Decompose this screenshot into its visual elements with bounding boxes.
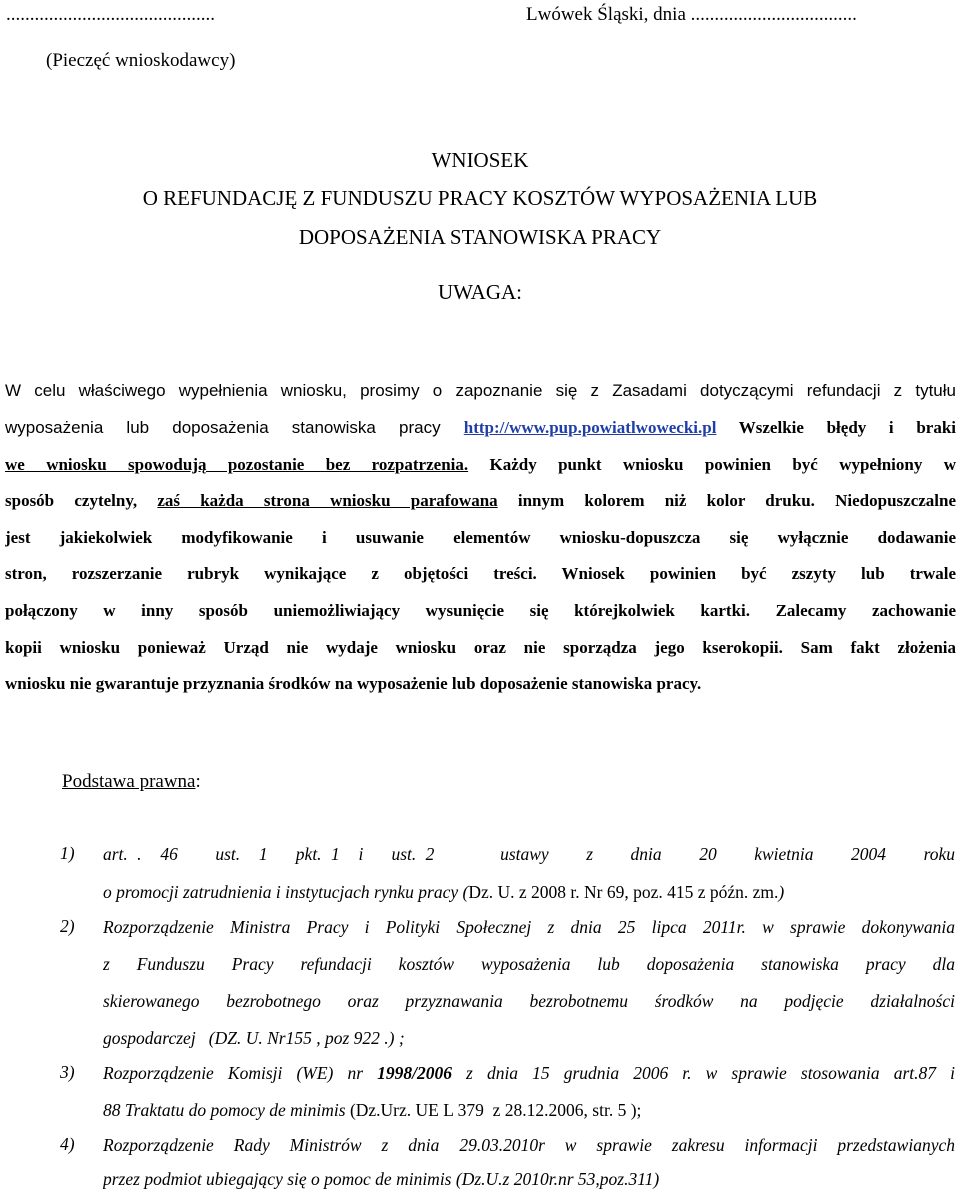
notice-line-3 xyxy=(5,447,956,484)
notice-text-bold: Wszelkie błędy i braki xyxy=(716,418,956,437)
legal-text: 88 Traktatu do pomocy de minimis xyxy=(103,1100,350,1120)
notice-line-2 xyxy=(5,410,956,447)
legal-text: ) xyxy=(778,882,785,902)
document-title: WNIOSEK xyxy=(431,148,529,172)
notice-line-4 xyxy=(5,483,956,520)
legal-text: o promocji zatrudnienia i instytucjach rynku pracy ( xyxy=(103,882,469,902)
legal-item-4-line-2: przez podmiot ubiegający się o pomoc de minimis (Dz.U.z 2010r.nr 53,poz.311) xyxy=(103,1169,660,1189)
notice-line-5: jest jakiekolwiek modyfikowanie i usuwanie elementów wniosku-dopuszcza się wyłącznie dodawanie xyxy=(5,528,956,547)
legal-text: z dnia 15 grudnia 2006 r. w sprawie stosowania art.87 i xyxy=(451,1063,955,1083)
stamp-dots: ............................................ xyxy=(6,4,215,25)
legal-text: Dz. U. z 2008 r. Nr 69, poz. 415 z późn. zm. xyxy=(468,882,779,902)
legal-item-2-line-2: z Funduszu Pracy refundacji kosztów wyposażenia lub doposażenia stanowiska pracy dla xyxy=(103,954,955,974)
notice-text: wyposażenia lub doposażenia stanowiska pracy xyxy=(5,418,464,437)
legal-item-2-line-4: gospodarczej (DZ. U. Nr155 , poz 922 .) ; xyxy=(103,1028,405,1048)
notice-text-underlined: zaś każda strona wniosku parafowana xyxy=(157,491,498,510)
notice-text: sposób czytelny, xyxy=(5,491,158,510)
legal-item-number: 1) xyxy=(60,843,75,863)
legal-text: Rozporządzenie Komisji (WE) nr xyxy=(103,1063,378,1083)
notice-text-underlined: we wniosku spowodują pozostanie bez rozpatrzenia. xyxy=(5,455,469,474)
note-heading: UWAGA: xyxy=(438,280,522,304)
document-title-line3: DOPOSAŻENIA STANOWISKA PRACY xyxy=(298,225,662,249)
document-title-line2: O REFUNDACJĘ Z FUNDUSZU PRACY KOSZTÓW WYPOSAŻENIA LUB xyxy=(142,186,818,210)
legal-item-3-line-2 xyxy=(103,1091,955,1129)
notice-text: Niedopuszczalne xyxy=(814,491,956,510)
legal-basis-heading xyxy=(62,771,201,793)
legal-item-3-line-1 xyxy=(103,1054,955,1092)
legal-item-number: 2) xyxy=(60,916,75,936)
legal-item-1-line-2 xyxy=(103,873,955,911)
legal-item-1-line-1: art. . 46 ust. 1 pkt. 1 i ust. 2 ustawy z dnia 20 kwietnia 2004 roku xyxy=(103,844,955,864)
notice-line-1: W celu właściwego wypełnienia wniosku, prosimy o zapoznanie się z Zasadami dotyczącymi refundacji z tytułu xyxy=(5,381,956,400)
legal-item-2-line-1: Rozporządzenie Ministra Pracy i Polityki Społecznej z dnia 25 lipca 2011r. w sprawie dokonywania xyxy=(103,917,955,937)
place-date: Lwówek Śląski, dnia ................................... xyxy=(526,4,857,25)
legal-item-number: 3) xyxy=(60,1062,75,1082)
legal-item-2-line-3: skierowanego bezrobotnego oraz przyznawania bezrobotnemu środków na podjęcie działalności xyxy=(103,991,955,1011)
stamp-label: (Pieczęć wnioskodawcy) xyxy=(46,50,236,71)
legal-item-4-line-1: Rozporządzenie Rady Ministrów z dnia 29.03.2010r w sprawie zakresu informacji przedstawianych xyxy=(103,1135,955,1155)
notice-text: innym kolorem niż kolor druku. xyxy=(497,491,815,510)
notice-text: Każdy punkt wniosku powinien być wypełniony w xyxy=(468,455,956,474)
notice-line-7: połączony w inny sposób uniemożliwiający wysunięcie się którejkolwiek kartki. Zalecamy zachowanie xyxy=(5,601,956,620)
notice-line-8: kopii wniosku ponieważ Urząd nie wydaje wniosku oraz nie sporządza jego kserokopii. Sam fakt złożenia xyxy=(5,638,956,657)
legal-basis-colon: : xyxy=(195,771,201,792)
legal-item-number: 4) xyxy=(60,1134,75,1154)
legal-text-bold: 1998/2006 xyxy=(377,1063,452,1083)
notice-line-9: wniosku nie gwarantuje przyznania środków na wyposażenie lub doposażenie stanowiska pracy. xyxy=(5,674,702,693)
legal-text: (Dz.Urz. UE L 379 z 28.12.2006, str. 5 ); xyxy=(349,1100,642,1120)
notice-line-6: stron, rozszerzanie rubryk wynikające z objętości treści. Wniosek powinien być zszyty lub trwale xyxy=(5,564,956,583)
pup-website-link[interactable]: http://www.pup.powiatlwowecki.pl xyxy=(463,418,717,437)
legal-basis-heading-text: Podstawa prawna xyxy=(62,771,196,792)
